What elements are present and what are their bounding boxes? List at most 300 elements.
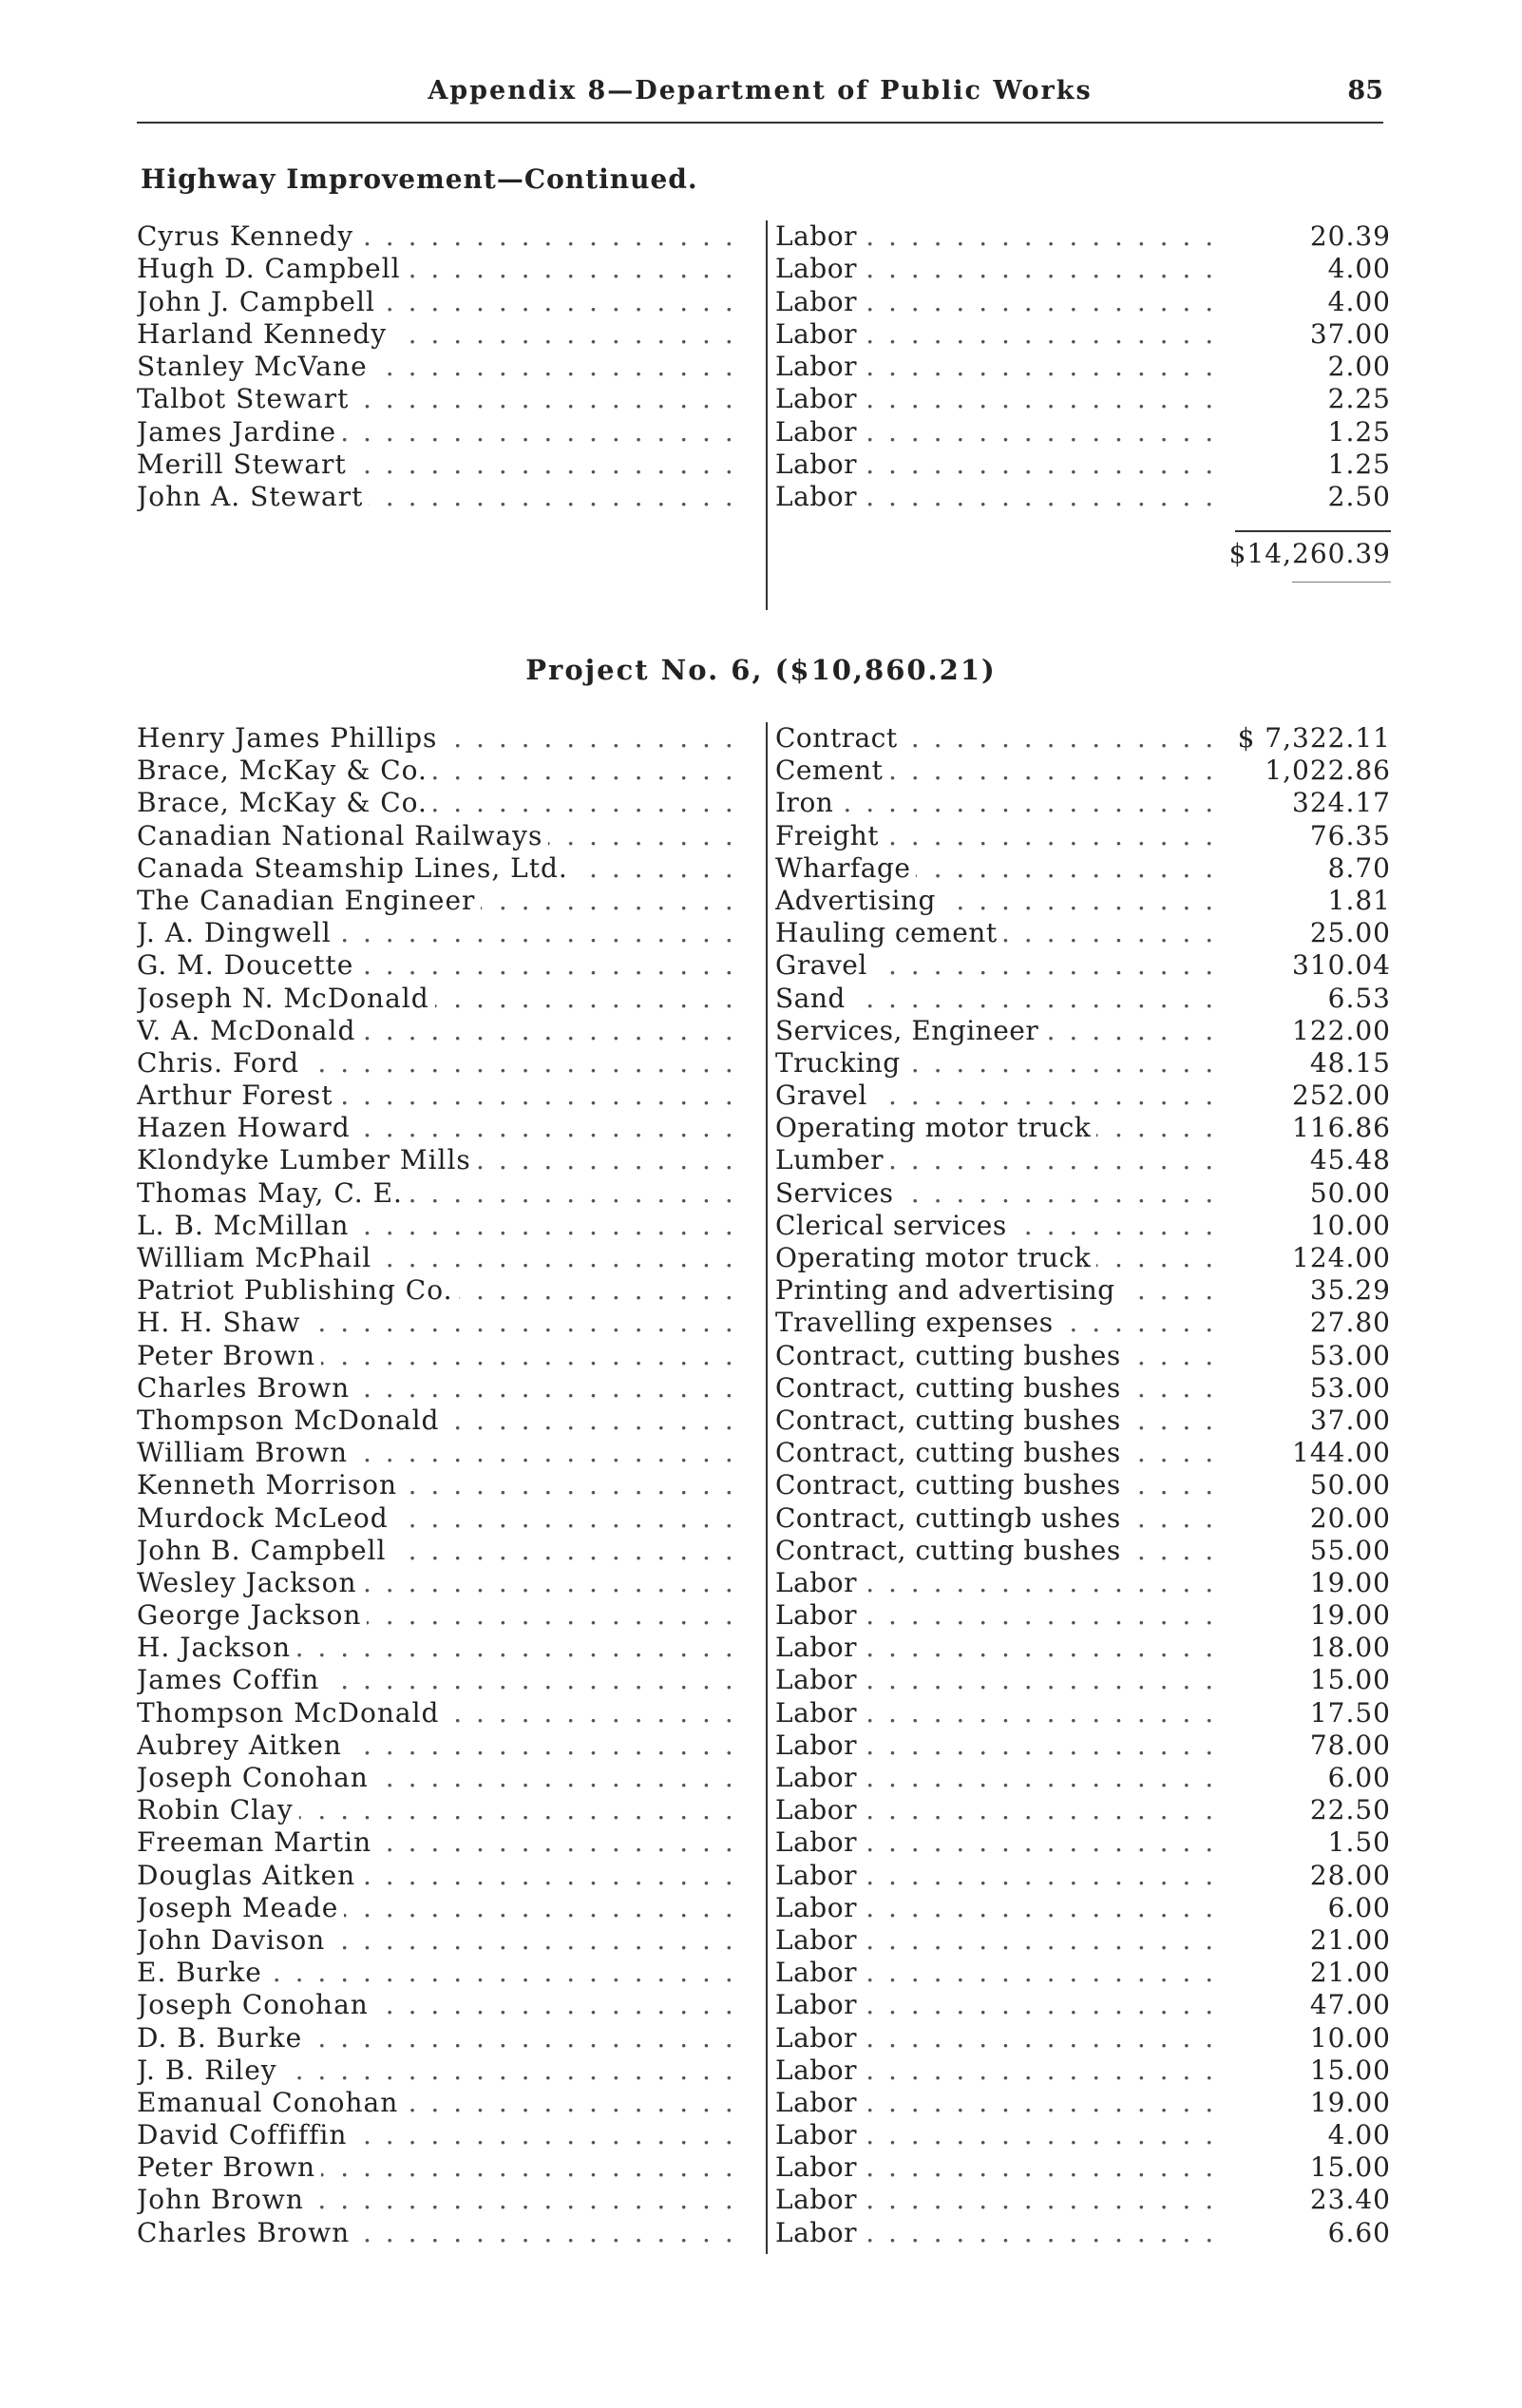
ledger-row: [137, 1697, 1391, 1730]
item-amount: 15.00: [1309, 2151, 1391, 2184]
item-description-text: Trucking: [775, 1047, 906, 1079]
ledger-row: [137, 1372, 1391, 1405]
item-description: [775, 1340, 1220, 1372]
ledger-row: [137, 917, 1391, 949]
payee-name: [137, 1047, 745, 1080]
payee-name: [137, 2184, 745, 2216]
page-number: 85: [1347, 76, 1383, 105]
item-amount: 35.29: [1309, 1274, 1391, 1307]
payee-name-text: Hazen Howard: [137, 1112, 356, 1143]
payee-name: [137, 1762, 745, 1794]
payee-name-text: Canadian National Railways: [137, 820, 548, 851]
item-amount: 4.00: [1327, 253, 1391, 285]
payee-name: [137, 1144, 745, 1176]
payee-name: [137, 1340, 745, 1372]
payee-name: [137, 1405, 745, 1437]
item-description-text: Labor: [775, 286, 863, 317]
item-description: [775, 1535, 1220, 1567]
item-amount: 122.00: [1292, 1014, 1391, 1046]
item-amount: 37.00: [1309, 317, 1391, 350]
item-description: [775, 755, 1220, 787]
ledger-row: [137, 481, 1391, 513]
payee-name: [137, 1372, 745, 1405]
payee-name-text: The Canadian Engineer: [137, 885, 481, 916]
item-description-text: Labor: [775, 2151, 863, 2183]
ledger-row: [137, 1957, 1391, 1989]
item-description: [775, 1989, 1220, 2021]
item-amount: 1.81: [1327, 884, 1391, 916]
payee-name: [137, 1015, 745, 1047]
item-description: [775, 1080, 1220, 1112]
item-description-text: Lumber: [775, 1144, 889, 1175]
item-description: [775, 1144, 1220, 1176]
item-description-text: Contract, cutting bushes: [775, 1340, 1127, 1371]
project-ledger: [137, 722, 1391, 2249]
highway-total: $14,260.39: [1228, 538, 1391, 569]
item-description: [775, 1242, 1220, 1274]
item-description-text: Labor: [775, 383, 863, 414]
item-amount: 22.50: [1309, 1794, 1391, 1826]
item-description-text: Labor: [775, 2022, 863, 2054]
payee-name-text: Charles Brown: [137, 1372, 355, 1404]
ledger-row: [137, 1015, 1391, 1047]
ledger-row: [137, 1437, 1391, 1469]
item-amount: 252.00: [1292, 1080, 1391, 1112]
payee-name: [137, 1664, 745, 1696]
payee-name-text: J. B. Riley: [137, 2054, 283, 2086]
item-description-text: Contract, cutting bushes: [775, 1469, 1127, 1500]
item-description-text: Contract, cutting bushes: [775, 1437, 1127, 1468]
item-description: [775, 1437, 1220, 1469]
item-amount: 1.25: [1327, 415, 1391, 448]
item-amount: 6.00: [1327, 1762, 1391, 1793]
payee-name-text: John Davison: [137, 1924, 331, 1956]
payee-name-text: Douglas Aitken: [137, 1860, 361, 1891]
item-amount: 19.00: [1309, 1599, 1391, 1632]
item-description: [775, 2087, 1220, 2119]
item-description-text: Cement: [775, 755, 888, 786]
item-description: [775, 1924, 1220, 1957]
item-description-text: Labor: [775, 220, 863, 252]
payee-name: [137, 1469, 745, 1501]
item-description-text: Printing and advertising: [775, 1274, 1121, 1306]
item-description: [775, 1177, 1220, 1210]
item-amount: 324.17: [1292, 787, 1391, 819]
ledger-row: [137, 2022, 1391, 2054]
item-description-text: Clerical services: [775, 1210, 1013, 1241]
item-description: [775, 1469, 1220, 1501]
item-description-text: Labor: [775, 1599, 863, 1631]
payee-name: [137, 949, 745, 982]
payee-name-text: Chris. Ford: [137, 1047, 305, 1079]
item-amount: 47.00: [1309, 1989, 1391, 2021]
ledger-row: [137, 2054, 1391, 2087]
payee-name-text: Peter Brown: [137, 2151, 321, 2183]
item-description: [775, 2184, 1220, 2216]
item-description: [775, 852, 1220, 885]
ledger-row: [137, 286, 1391, 318]
item-description-text: Operating motor truck: [775, 1242, 1096, 1273]
payee-name: [137, 2119, 745, 2151]
payee-name: [137, 1632, 745, 1664]
payee-name: [137, 383, 745, 415]
item-description: [775, 1762, 1220, 1794]
payee-name: [137, 449, 745, 481]
ledger-row: [137, 2087, 1391, 2119]
item-amount: 4.00: [1327, 2119, 1391, 2151]
item-description-text: Contract, cutting bushes: [775, 1372, 1127, 1404]
payee-name: [137, 1924, 745, 1957]
item-description: [775, 1826, 1220, 1859]
item-amount: 1,022.86: [1265, 755, 1391, 787]
payee-name: [137, 416, 745, 449]
item-amount: 310.04: [1292, 949, 1391, 982]
item-description: [775, 1860, 1220, 1892]
ledger-row: [137, 1242, 1391, 1274]
ledger-row: [137, 1730, 1391, 1762]
item-amount: 2.25: [1327, 383, 1391, 415]
payee-name: [137, 253, 745, 285]
item-description-text: Labor: [775, 253, 863, 284]
ledger-row: [137, 1860, 1391, 1892]
item-amount: 20.00: [1309, 1501, 1391, 1534]
item-amount: 116.86: [1292, 1112, 1391, 1144]
payee-name-text: Charles Brown: [137, 2217, 355, 2248]
payee-name-text: William Brown: [137, 1437, 353, 1468]
item-description-text: Labor: [775, 1924, 863, 1956]
item-amount: 6.53: [1327, 982, 1391, 1014]
ledger-row: [137, 949, 1391, 982]
item-description-text: Operating motor truck: [775, 1112, 1096, 1143]
payee-name-text: Emanual Conohan: [137, 2087, 404, 2118]
payee-name: [137, 1080, 745, 1112]
total-underline: [1292, 582, 1391, 583]
payee-name: [137, 1730, 745, 1762]
payee-name-text: Thompson McDonald: [137, 1697, 445, 1729]
item-description: [775, 1730, 1220, 1762]
ledger-row: [137, 1664, 1391, 1696]
item-description: [775, 983, 1220, 1015]
section-title-highway: Highway Improvement—Continued.: [141, 163, 698, 195]
payee-name-text: John Brown: [137, 2184, 310, 2215]
item-description: [775, 383, 1220, 415]
payee-name-text: John B. Campbell: [137, 1535, 391, 1566]
item-description-text: Labor: [775, 416, 863, 448]
page-header: [137, 74, 1383, 124]
payee-name-text: G. M. Doucette: [137, 949, 359, 981]
ledger-row: [137, 1924, 1391, 1957]
payee-name-text: Kenneth Morrison: [137, 1469, 403, 1500]
payee-name: [137, 1177, 745, 1210]
item-amount: 55.00: [1309, 1534, 1391, 1566]
payee-name: [137, 1892, 745, 1924]
item-description-text: Hauling cement: [775, 917, 1003, 948]
item-description-text: Wharfage: [775, 852, 916, 884]
item-description-text: Labor: [775, 449, 863, 480]
payee-name-text: Brace, McKay & Co.: [137, 787, 433, 818]
item-amount: 1.25: [1327, 449, 1391, 481]
item-description: [775, 1599, 1220, 1632]
item-amount: 76.35: [1309, 819, 1391, 851]
ledger-row: [137, 983, 1391, 1015]
item-description-text: Labor: [775, 481, 863, 512]
item-description-text: Labor: [775, 1664, 863, 1695]
item-amount: 23.40: [1309, 2184, 1391, 2216]
item-description-text: Iron: [775, 787, 839, 818]
item-description-text: Labor: [775, 1730, 863, 1761]
item-amount: 8.70: [1327, 851, 1391, 884]
item-amount: 19.00: [1309, 1566, 1391, 1598]
item-description: [775, 1502, 1220, 1535]
item-description-text: Labor: [775, 318, 863, 350]
payee-name: [137, 2217, 745, 2249]
item-amount: 10.00: [1309, 1209, 1391, 1241]
ledger-row: [137, 2151, 1391, 2184]
item-amount: 48.15: [1309, 1046, 1391, 1079]
item-description: [775, 220, 1220, 253]
item-description: [775, 1047, 1220, 1080]
payee-name-text: John A. Stewart: [137, 481, 369, 512]
ledger-row: [137, 1080, 1391, 1112]
total-rule: [1235, 530, 1391, 532]
item-amount: 53.00: [1309, 1371, 1391, 1404]
payee-name: [137, 820, 745, 852]
payee-name-text: J. A. Dingwell: [137, 917, 337, 948]
item-description: [775, 481, 1220, 513]
payee-name: [137, 286, 745, 318]
item-description-text: Contract, cuttingb ushes: [775, 1502, 1127, 1534]
payee-name-text: Thomas May, C. E.: [137, 1177, 409, 1209]
ledger-row: [137, 383, 1391, 415]
item-amount: 1.50: [1327, 1826, 1391, 1859]
ledger-row: [137, 1469, 1391, 1501]
item-description: [775, 820, 1220, 852]
ledger-row: [137, 1762, 1391, 1794]
item-amount: 10.00: [1309, 2021, 1391, 2054]
item-amount: 37.00: [1309, 1404, 1391, 1436]
payee-name: [137, 1697, 745, 1730]
ledger-row: [137, 2184, 1391, 2216]
payee-name-text: Cyrus Kennedy: [137, 220, 359, 252]
ledger-row: [137, 787, 1391, 819]
item-description: [775, 2054, 1220, 2087]
payee-name-text: Hugh D. Campbell: [137, 253, 407, 284]
payee-name-text: H. Jackson: [137, 1632, 296, 1663]
payee-name: [137, 1112, 745, 1144]
payee-name: [137, 1860, 745, 1892]
payee-name-text: Thompson McDonald: [137, 1405, 445, 1436]
payee-name-text: Wesley Jackson: [137, 1567, 363, 1598]
item-amount: 6.00: [1327, 1891, 1391, 1923]
item-description: [775, 722, 1220, 755]
payee-name-text: James Coffin: [137, 1664, 325, 1695]
payee-name: [137, 1599, 745, 1632]
item-description-text: Labor: [775, 1892, 863, 1923]
ledger-row: [137, 1535, 1391, 1567]
item-amount: 21.00: [1309, 1923, 1391, 1956]
payee-name: [137, 885, 745, 917]
item-amount: 15.00: [1309, 2054, 1391, 2086]
item-description-text: Labor: [775, 1860, 863, 1891]
payee-name: [137, 1437, 745, 1469]
item-description: [775, 449, 1220, 481]
item-description-text: Labor: [775, 1794, 863, 1825]
payee-name: [137, 983, 745, 1015]
item-description: [775, 286, 1220, 318]
item-description: [775, 1957, 1220, 1989]
payee-name-text: John J. Campbell: [137, 286, 381, 317]
payee-name-text: L. B. McMillan: [137, 1210, 354, 1241]
payee-name: [137, 1989, 745, 2021]
item-amount: 21.00: [1309, 1957, 1391, 1989]
payee-name: [137, 722, 745, 755]
item-amount: 124.00: [1292, 1242, 1391, 1273]
payee-name-text: Murdock McLeod: [137, 1502, 394, 1534]
item-amount: 50.00: [1309, 1469, 1391, 1501]
item-description: [775, 949, 1220, 982]
item-description: [775, 253, 1220, 285]
payee-name-text: Stanley McVane: [137, 351, 373, 382]
payee-name-text: James Jardine: [137, 416, 342, 448]
payee-name: [137, 1535, 745, 1567]
ledger-row: [137, 1047, 1391, 1080]
item-description-text: Labor: [775, 2054, 863, 2086]
item-description: [775, 1632, 1220, 1664]
payee-name: [137, 1210, 745, 1242]
payee-name-text: Harland Kennedy: [137, 318, 392, 350]
ledger-row: [137, 1892, 1391, 1924]
payee-name: [137, 1826, 745, 1859]
item-description-text: Services, Engineer: [775, 1015, 1044, 1046]
item-description-text: Labor: [775, 1826, 863, 1858]
payee-name-text: H. H. Shaw: [137, 1307, 306, 1338]
ledger-row: [137, 1210, 1391, 1242]
ledger-row: [137, 1405, 1391, 1437]
item-description-text: Services: [775, 1177, 900, 1209]
item-amount: 27.80: [1309, 1307, 1391, 1339]
payee-name: [137, 1567, 745, 1599]
item-description-text: Labor: [775, 1632, 863, 1663]
item-amount: 15.00: [1309, 1664, 1391, 1696]
payee-name-text: David Coffiffin: [137, 2119, 352, 2150]
payee-name: [137, 2151, 745, 2184]
item-description-text: Labor: [775, 1957, 863, 1988]
item-amount: 18.00: [1309, 1632, 1391, 1664]
item-description: [775, 318, 1220, 351]
item-description: [775, 351, 1220, 383]
item-description-text: Contract, cutting bushes: [775, 1535, 1127, 1566]
payee-name-text: Aubrey Aitken: [137, 1730, 348, 1761]
ledger-row: [137, 449, 1391, 481]
item-description-text: Labor: [775, 1989, 863, 2020]
item-description: [775, 2151, 1220, 2184]
item-description-text: Gravel: [775, 949, 873, 981]
payee-name: [137, 852, 745, 885]
ledger-row: [137, 1826, 1391, 1859]
item-description: [775, 1405, 1220, 1437]
payee-name-text: Robin Clay: [137, 1794, 299, 1825]
payee-name-text: Joseph N. McDonald: [137, 983, 435, 1014]
payee-name: [137, 2022, 745, 2054]
item-amount: 2.50: [1327, 481, 1391, 513]
payee-name: [137, 1502, 745, 1535]
item-amount: 50.00: [1309, 1176, 1391, 1209]
item-description: [775, 787, 1220, 819]
item-description: [775, 1210, 1220, 1242]
item-description: [775, 1697, 1220, 1730]
item-description: [775, 1274, 1220, 1307]
ledger-row: [137, 1177, 1391, 1210]
item-description: [775, 416, 1220, 449]
ledger-row: [137, 722, 1391, 755]
ledger-row: [137, 2217, 1391, 2249]
ledger-row: [137, 755, 1391, 787]
payee-name-text: E. Burke: [137, 1957, 268, 1988]
ledger-row: [137, 1599, 1391, 1632]
payee-name-text: Joseph Conohan: [137, 1762, 374, 1793]
payee-name-text: V. A. McDonald: [137, 1015, 361, 1046]
item-amount: 17.50: [1309, 1696, 1391, 1729]
item-description-text: Labor: [775, 2217, 863, 2248]
item-description-text: Labor: [775, 2184, 863, 2215]
item-description: [775, 917, 1220, 949]
ledger-row: [137, 852, 1391, 885]
item-description: [775, 2022, 1220, 2054]
payee-name: [137, 917, 745, 949]
item-description-text: Labor: [775, 1697, 863, 1729]
item-description: [775, 1664, 1220, 1696]
payee-name-text: Peter Brown: [137, 1340, 321, 1371]
payee-name: [137, 481, 745, 513]
ledger-row: [137, 1340, 1391, 1372]
payee-name: [137, 1794, 745, 1826]
ledger-row: [137, 885, 1391, 917]
ledger-row: [137, 2119, 1391, 2151]
ledger-row: [137, 318, 1391, 351]
item-amount: 6.60: [1327, 2216, 1391, 2248]
item-description: [775, 2217, 1220, 2249]
payee-name-text: William McPhail: [137, 1242, 377, 1273]
payee-name: [137, 787, 745, 819]
item-description-text: Freight: [775, 820, 885, 851]
ledger-row: [137, 253, 1391, 285]
payee-name-text: Arthur Forest: [137, 1080, 339, 1111]
payee-name: [137, 351, 745, 383]
payee-name-text: Klondyke Lumber Mills: [137, 1144, 477, 1175]
payee-name-text: Joseph Meade: [137, 1892, 344, 1923]
ledger-row: [137, 820, 1391, 852]
item-description-text: Labor: [775, 1567, 863, 1598]
item-description: [775, 1015, 1220, 1047]
payee-name-text: Brace, McKay & Co.: [137, 755, 433, 786]
item-amount: 78.00: [1309, 1729, 1391, 1761]
payee-name: [137, 2087, 745, 2119]
ledger-row: [137, 416, 1391, 449]
item-description-text: Contract, cutting bushes: [775, 1405, 1127, 1436]
payee-name-text: Henry James Phillips: [137, 722, 443, 754]
payee-name-text: Joseph Conohan: [137, 1989, 374, 2020]
ledger-row: [137, 1567, 1391, 1599]
payee-name: [137, 1242, 745, 1274]
payee-name-text: George Jackson: [137, 1599, 367, 1631]
item-description-text: Labor: [775, 351, 863, 382]
item-amount: 53.00: [1309, 1339, 1391, 1371]
page-title: Appendix 8—Department of Public Works: [428, 76, 1093, 105]
payee-name-text: Canada Steamship Lines, Ltd.: [137, 852, 574, 884]
payee-name: [137, 755, 745, 787]
payee-name-text: Freeman Martin: [137, 1826, 377, 1858]
item-description: [775, 2119, 1220, 2151]
